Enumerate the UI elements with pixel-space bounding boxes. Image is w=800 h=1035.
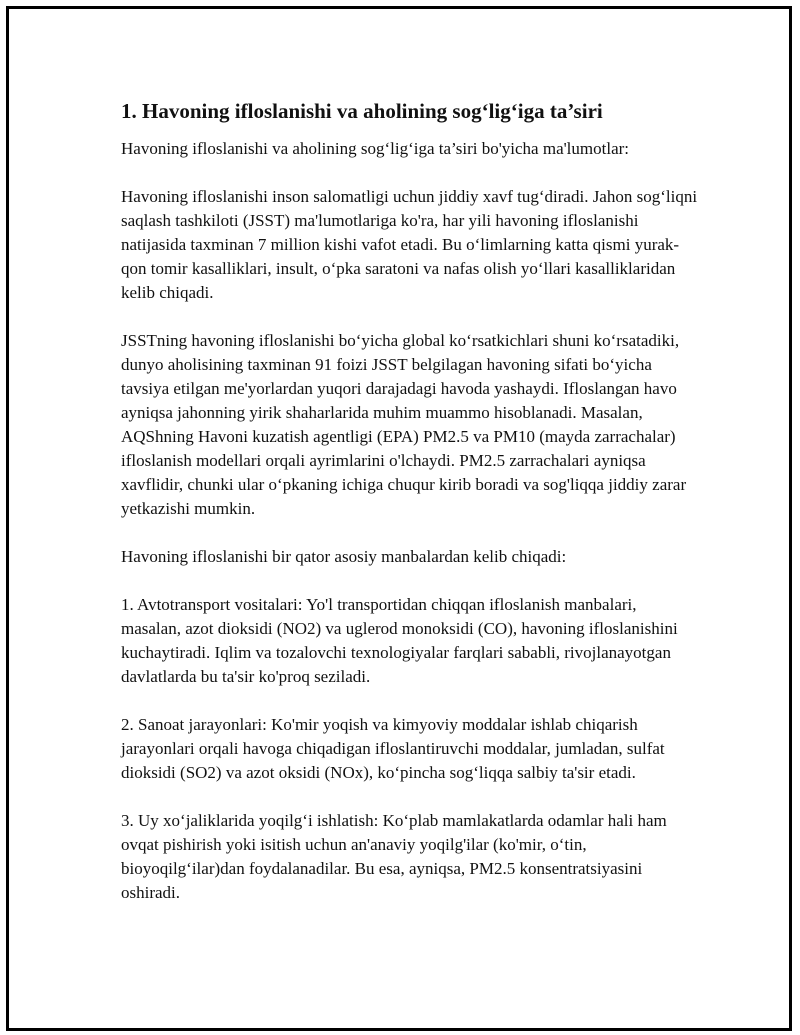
source-item-transport: 1. Avtotransport vositalari: Yo'l transportidan chiqqan ifloslanish manbalari, masalan, azot dioksidi (NO2) va uglerod monoksidi (CO), havoning ifloslanishini kuchaytiradi. Iqlim va tozalovchi texnologiyalar farqlari sababli, rivojlanayotgan davlatlarda bu ta'sir ko'proq seziladi. <box>121 595 678 686</box>
paragraph-mortality: Havoning ifloslanishi inson salomatligi uchun jiddiy xavf tug‘diradi. Jahon sog‘liqni saqlash tashkiloti (JSST) ma'lumotlariga ko'ra, har yili havoning ifloslanishi natijasida taxminan 7 million kishi vafot etadi. Bu o‘limlarning katta qismi yurak-qon tomir kasalliklari, insult, o‘pka saratoni va nafas olish yo‘llari kasalliklaridan kelib chiqadi. <box>121 187 698 302</box>
paragraph-global-indicators: JSSTning havoning ifloslanishi bo‘yicha global ko‘rsatkichlari shuni ko‘rsatadiki, dunyo aholisining taxminan 91 foizi JSST belgilagan havoning sifati bo‘yicha tavsiya etilgan me'yorlardan yuqori darajadagi havoda yashaydi. Ifloslangan havo ayniqsa jahonning yirik shaharlarida muhim muammo hisoblanadi. Masalan, AQShning Havoni kuzatish agentligi (EPA) PM2.5 va PM10 (mayda zarrachalar) ifloslanish modellari orqali ayrimlarini o'lchaydi. PM2.5 zarrachalari ayniqsa xavflidir, chunki ular o‘pkaning ichiga chuqur kirib boradi va sog'liqqa jiddiy zarar yetkazishi mumkin. <box>121 331 687 518</box>
source-item-household-fuel: 3. Uy xo‘jaliklarida yoqilg‘i ishlatish: Ko‘plab mamlakatlarda odamlar hali ham ovqat pishirish yoki isitish uchun an'anaviy yoqilg'ilar (ko'mir, o‘tin, bioyoqilg‘ilar)dan foydalanadilar. Bu esa, ayniqsa, PM2.5 konsentratsiyasini oshiradi. <box>121 811 667 902</box>
source-item-industry: 2. Sanoat jarayonlari: Ko'mir yoqish va kimyoviy moddalar ishlab chiqarish jarayonlari orqali havoga chiqadigan ifloslantiruvchi moddalar, jumladan, sulfat dioksidi (SO2) va azot oksidi (NOx), ko‘pincha sog‘liqqa salbiy ta'sir etadi. <box>121 715 665 782</box>
sources-intro-paragraph: Havoning ifloslanishi bir qator asosiy manbalardan kelib chiqadi: <box>121 547 567 566</box>
section-heading: 1. Havoning ifloslanishi va aholining sog‘lig‘iga ta’siri <box>121 99 603 123</box>
intro-paragraph: Havoning ifloslanishi va aholining sog‘lig‘iga ta’siri bo'yicha ma'lumotlar: <box>121 139 630 158</box>
page-frame <box>6 6 792 1031</box>
document-body <box>121 97 699 929</box>
